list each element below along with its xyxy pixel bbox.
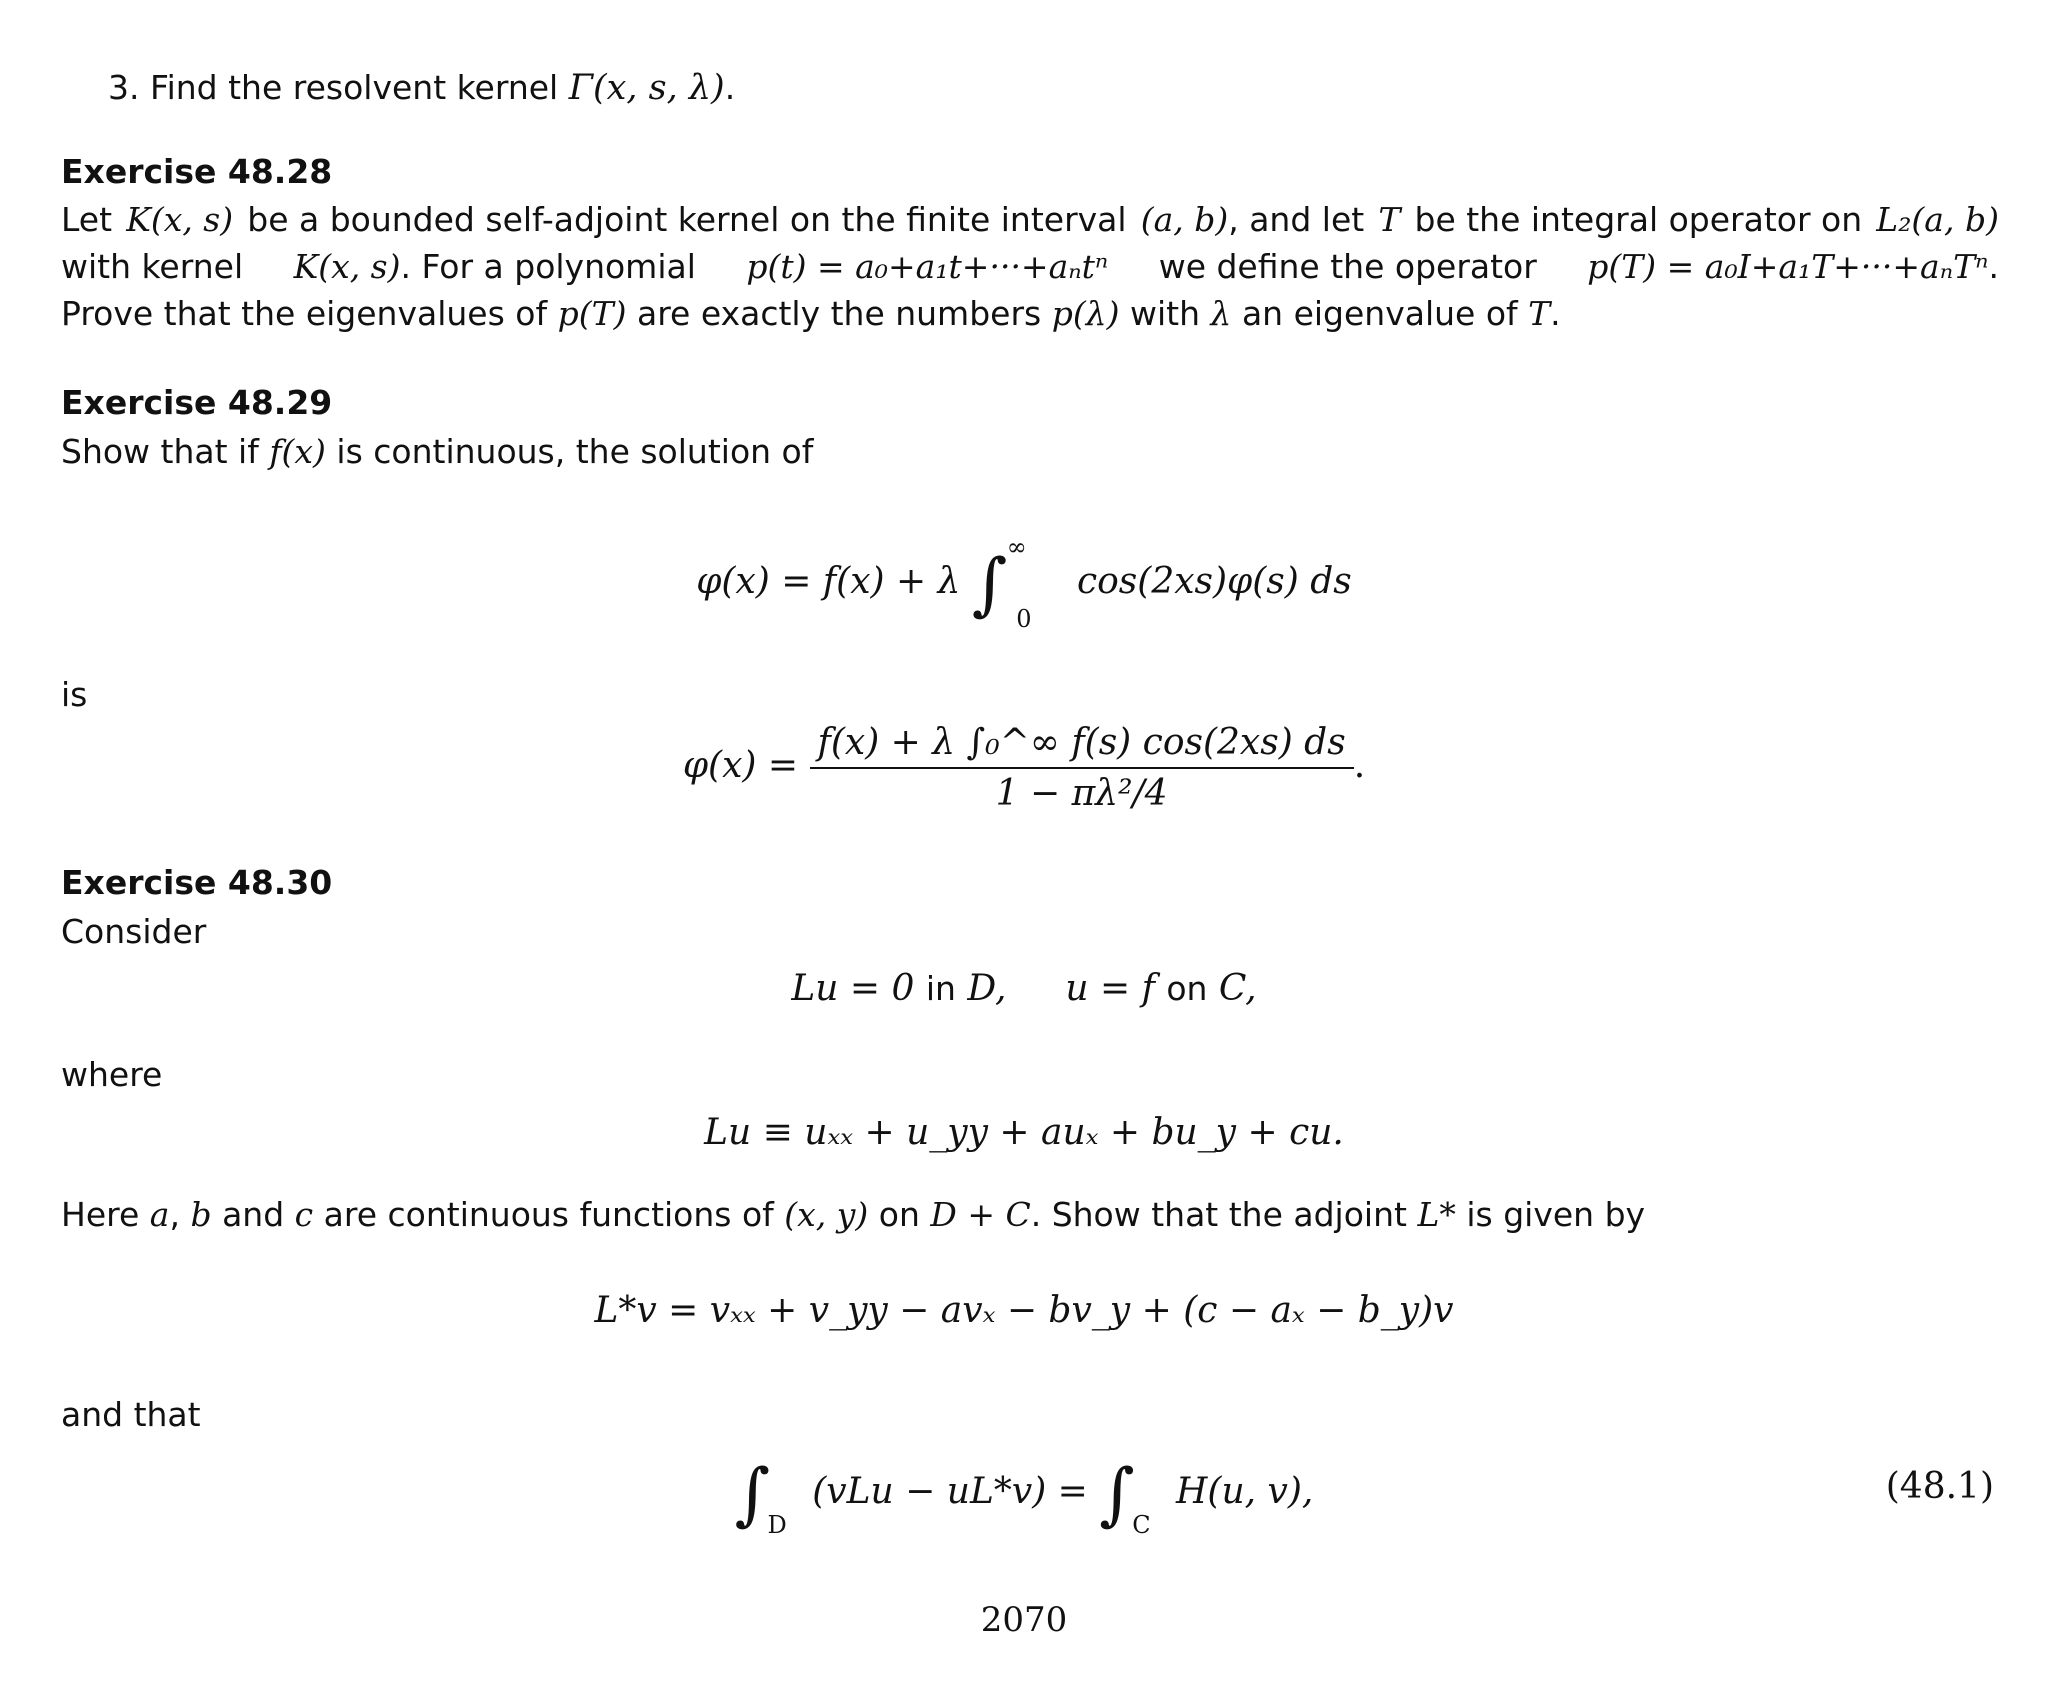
ex28-line-1: Let K(x, s) be a bounded self-adjoint kernel on the finite interval (a, b), and let T be the integral operator on L₂(a, b) — [61, 200, 1999, 239]
ex30-equation-2: Lu ≡ uₓₓ + u_yy + auₓ + bu_y + cu. — [704, 1112, 1344, 1153]
ex28-line-2: with kernel K(x, s). For a polynomial p(t) = a₀+a₁t+···+aₙtⁿ we define the operator p(T) = a₀I+a₁T+···+aₙTⁿ. — [61, 247, 1999, 286]
fraction-numerator: f(x) + λ ∫₀^∞ f(s) cos(2xs) ds — [810, 722, 1354, 769]
resolvent-kernel-math: Γ(x, s, λ) — [568, 68, 725, 108]
integral-lower-limit: 0 — [1016, 605, 1032, 633]
integral-domain-d: D — [767, 1511, 787, 1539]
ex29-is: is — [61, 675, 88, 714]
exercise-title-28: Exercise 48.28 — [61, 152, 333, 191]
ex30-consider: Consider — [61, 912, 207, 951]
ex30-equation-1: Lu = 0 in D, u = f on C, — [791, 968, 1257, 1009]
equation-number: (48.1) — [1885, 1466, 1994, 1507]
ex28-line-3: Prove that the eigenvalues of p(T) are exactly the numbers p(λ) with λ an eigenvalue of T. — [61, 294, 1561, 333]
item-text: Find the resolvent kernel — [150, 68, 559, 107]
ex30-and-that: and that — [61, 1395, 201, 1434]
item-number: 3. — [108, 68, 140, 107]
exercise-title-30: Exercise 48.30 — [61, 863, 333, 902]
page-number: 2070 — [980, 1600, 1068, 1640]
exercise-title-29: Exercise 48.29 — [61, 383, 333, 422]
item-3: 3. Find the resolvent kernel Γ(x, s, λ). — [108, 68, 736, 108]
ex30-where: where — [61, 1055, 163, 1094]
integral-domain-c: C — [1132, 1511, 1151, 1539]
fraction-denominator: 1 − πλ²/4 — [995, 773, 1168, 814]
ex30-equation-3: L*v = vₓₓ + v_yy − avₓ − bv_y + (c − aₓ − b_y)v — [594, 1290, 1454, 1331]
integral-upper-limit: ∞ — [1006, 533, 1027, 561]
ex30-here-line: Here a, b and c are continuous functions of (x, y) on D + C. Show that the adjoint L* is given by — [61, 1195, 1646, 1234]
ex29-equation-1: φ(x) = f(x) + λ ∫ ∞ $_0$ cos(2xs)φ(s) ds — [696, 533, 1352, 633]
ex30-equation-4: ∫ $_D$ (vLu − uL*v) = ∫ $_C$ H(u, v), — [734, 1455, 1314, 1539]
ex29-line-1: Show that if f(x) is continuous, the solution of — [61, 432, 814, 471]
ex29-equation-2: φ(x) = $\frac{\text{f(x) + λ ∫₀\textasciicircum{}∞ f(s) cos(2xs) ds}}{\text{1 − πλ²/4}}$ . — [682, 722, 1366, 814]
integral-sign: ∫ — [971, 545, 1008, 624]
integral-sign-c: ∫ — [1099, 1455, 1135, 1534]
solution-fraction — [810, 722, 1354, 814]
integral-sign-d: ∫ — [734, 1455, 771, 1534]
